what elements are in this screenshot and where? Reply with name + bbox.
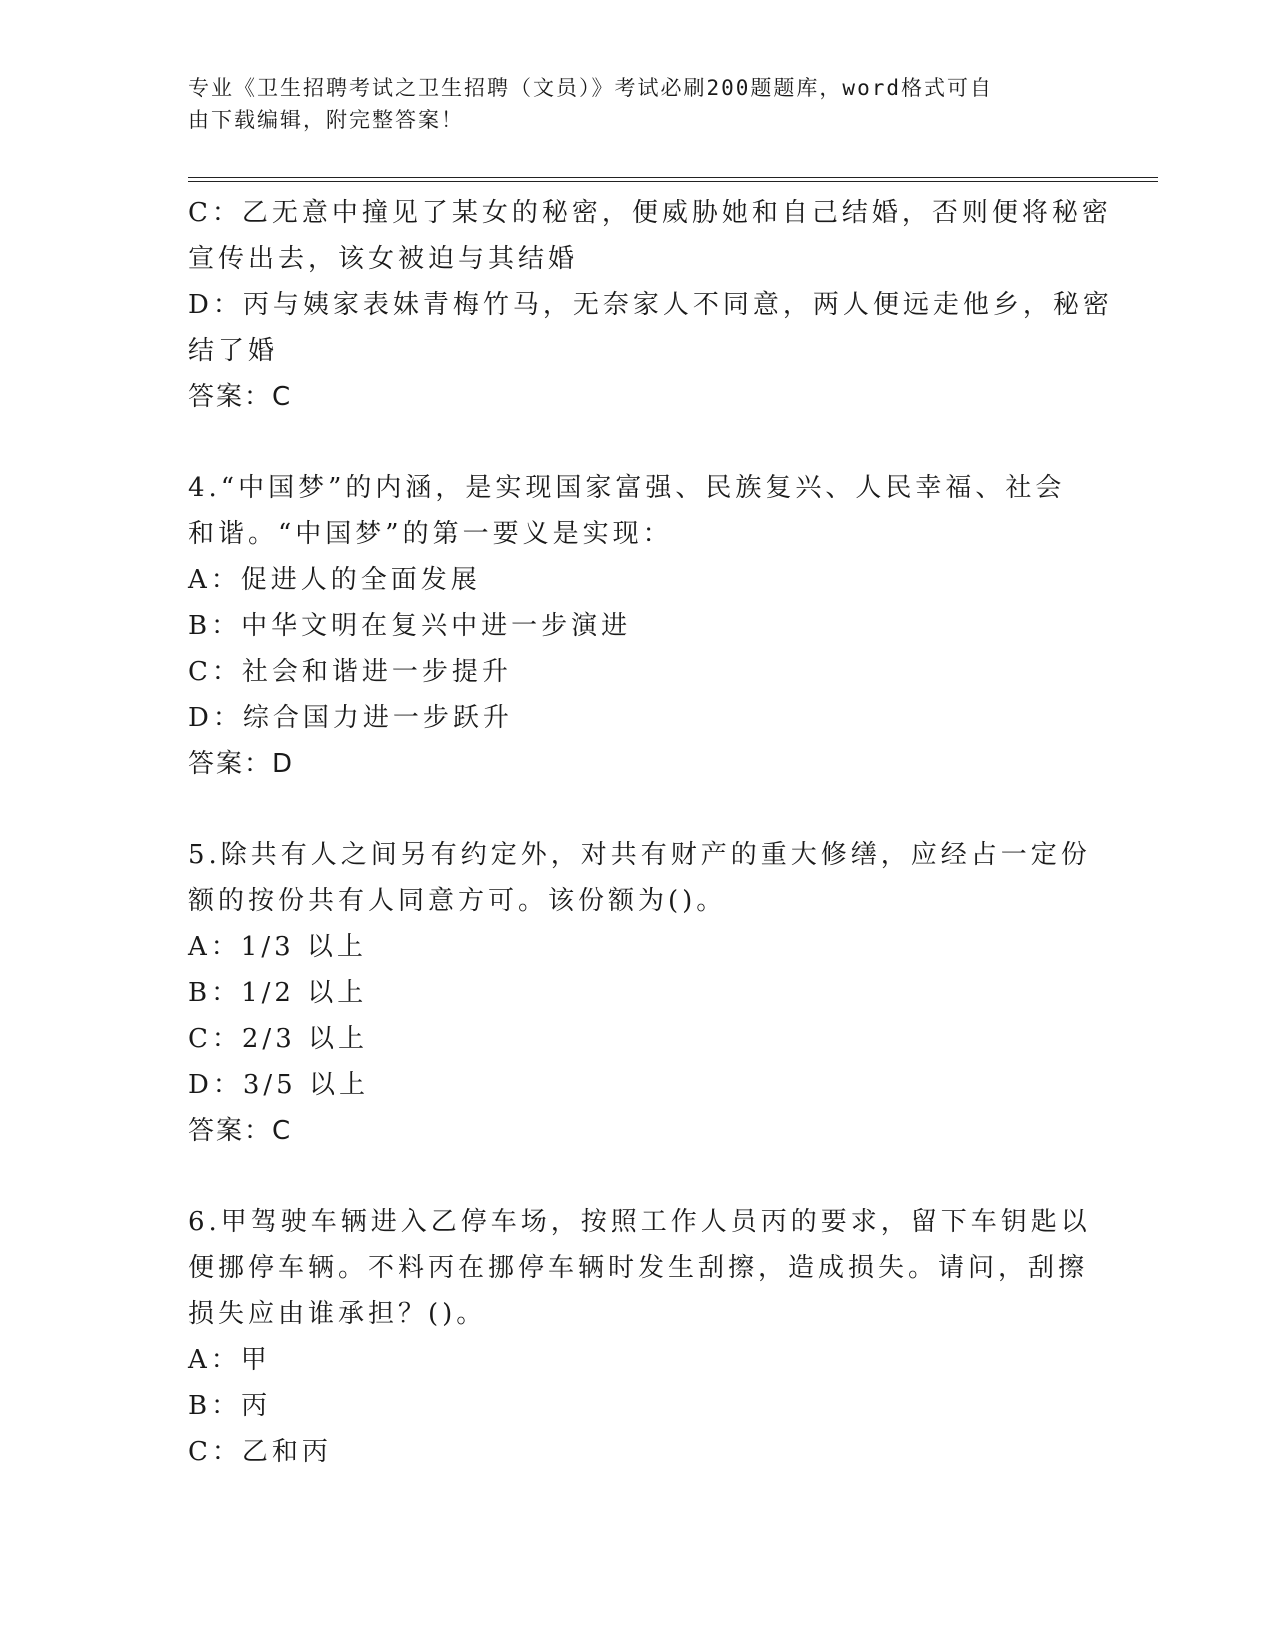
question-stem-line-2: 额的按份共有人同意方可。该份额为()。 [188,886,727,916]
option-b: B：中华文明在复兴中进一步演进 [188,611,632,641]
option-a: A：1/3 以上 [188,932,367,962]
question-list [188,190,1113,1475]
option-c-line-1: C：乙无意中撞见了某女的秘密，便威胁她和自己结婚，否则便将秘密 [188,198,1112,228]
option-b: B：丙 [188,1391,272,1421]
option-b: B：1/2 以上 [188,978,368,1008]
spacer [188,787,1088,832]
question-stem-line-2: 便挪停车辆。不料丙在挪停车辆时发生刮擦，造成损失。请问，刮擦 [188,1253,1089,1283]
question-6 [188,1199,1091,1475]
question-stem-line-1: 5.除共有人之间另有约定外，对共有财产的重大修缮，应经占一定份 [188,840,1091,870]
document-header [188,72,1088,136]
question-stem-line-1: 6.甲驾驶车辆进入乙停车场，按照工作人员丙的要求，留下车钥匙以 [188,1207,1091,1237]
option-c: C：社会和谐进一步提升 [188,657,512,687]
option-c: C：2/3 以上 [188,1024,369,1054]
option-d: D：综合国力进一步跃升 [188,703,513,733]
option-c: C：乙和丙 [188,1437,332,1467]
header-line-1: 专业《卫生招聘考试之卫生招聘（文员）》考试必刷200题题库，word格式可自 [188,76,993,100]
answer: 答案：C [188,382,293,412]
answer: 答案：C [188,1116,293,1146]
question-stem-line-1: 4.“中国梦”的内涵，是实现国家富强、民族复兴、人民幸福、社会 [188,473,1066,503]
option-a: A：甲 [188,1345,271,1375]
spacer [188,420,1088,465]
question-5 [188,832,1091,1154]
header-divider-top [188,177,1158,178]
question-3 [188,190,1113,420]
option-d: D：3/5 以上 [188,1070,369,1100]
option-c-line-2: 宣传出去，该女被迫与其结婚 [188,244,579,274]
question-stem-line-2: 和谐。“中国梦”的第一要义是实现： [188,519,673,549]
option-a: A：促进人的全面发展 [188,565,481,595]
option-d-line-2: 结了婚 [188,336,279,366]
answer: 答案：D [188,749,295,779]
spacer [188,1154,1088,1199]
header-divider-bottom [188,181,1158,182]
question-4 [188,465,1088,787]
header-line-2: 由下载编辑，附完整答案！ [188,108,464,132]
option-d-line-1: D：丙与姨家表妹青梅竹马，无奈家人不同意，两人便远走他乡，秘密 [188,290,1113,320]
question-stem-line-3: 损失应由谁承担？()。 [188,1299,487,1329]
